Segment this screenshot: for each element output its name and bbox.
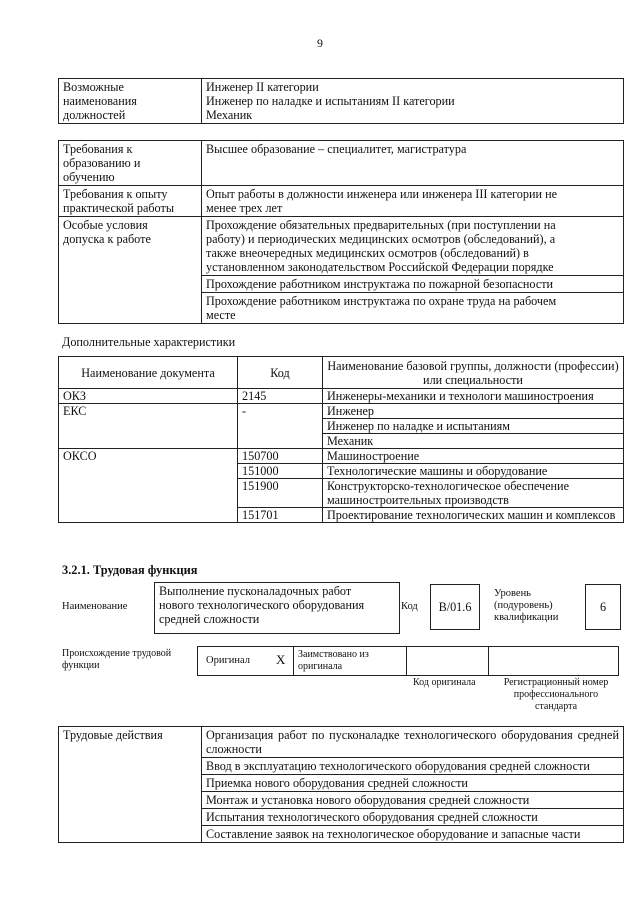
name-cell: Инженеры-механики и технологи машиностроения — [323, 389, 624, 404]
code-label: Код — [401, 601, 418, 612]
action-item: Монтаж и установка нового оборудования средней сложности — [202, 792, 624, 809]
doc-cell: ОКЗ — [59, 389, 238, 404]
code-cell: 151900 — [238, 479, 323, 508]
name-cell: Конструкторско-технологическое обеспечение машиностроительных производств — [323, 479, 624, 508]
positions-values — [202, 79, 624, 124]
borrowed-label: Заимствовано из оригинала — [298, 649, 369, 672]
condition-item: Прохождение обязательных предварительных (при поступлении на работу) и периодических медицинских осмотров (обследований), а также внеочередных медицинских осмотров (обследований) в установленном законодательством Российской Федерации порядке — [202, 217, 624, 276]
action-item: Организация работ по пусконаладке технологического оборудования средней сложности — [202, 727, 624, 758]
requirements-table — [58, 140, 624, 324]
conditions-label: Особые условия допуска к работе — [59, 217, 202, 324]
code-cell: 150700 — [238, 449, 323, 464]
level-label: Уровень (подуровень) квалификации — [494, 588, 559, 623]
origin-box — [197, 646, 619, 676]
code-cell: 151701 — [238, 508, 323, 523]
actions-label: Трудовые действия — [59, 727, 202, 843]
name-cell: Проектирование технологических машин и комплексов — [323, 508, 624, 523]
actions-table — [58, 726, 624, 843]
additional-table — [58, 356, 624, 523]
name-cell: Инженер по наладке и испытаниям — [323, 419, 624, 434]
doc-cell: ОКСО — [59, 449, 238, 523]
action-item: Составление заявок на технологическое оборудование и запасные части — [202, 826, 624, 843]
reg-number-label: Регистрационный номер профессионального стандарта — [503, 677, 609, 712]
position-item: Инженер II категории — [206, 80, 319, 94]
header-code: Код — [238, 357, 323, 389]
position-item: Механик — [206, 108, 253, 122]
function-name-box: Выполнение пусконаладочных работ нового технологического оборудования средней сложности — [154, 582, 400, 634]
action-item: Испытания технологического оборудования средней сложности — [202, 809, 624, 826]
position-item: Инженер по наладке и испытаниям II категории — [206, 94, 455, 108]
condition-item: Прохождение работником инструктажа по охране труда на рабочем месте — [202, 293, 624, 324]
level-value-box: 6 — [585, 584, 621, 630]
action-item: Ввод в эксплуатацию технологического оборудования средней сложности — [202, 758, 624, 775]
code-value-box: В/01.6 — [430, 584, 480, 630]
name-cell: Инженер — [323, 404, 624, 419]
experience-label: Требования к опыту практической работы — [59, 186, 202, 217]
name-label: Наименование — [62, 601, 128, 612]
code-cell: 2145 — [238, 389, 323, 404]
code-original-label: Код оригинала — [413, 677, 476, 688]
doc-cell: ЕКС — [59, 404, 238, 449]
code-cell: - — [238, 404, 323, 449]
original-mark: X — [276, 652, 286, 667]
name-cell: Технологические машины и оборудование — [323, 464, 624, 479]
action-item: Приемка нового оборудования средней сложности — [202, 775, 624, 792]
positions-label: Возможные наименования должностей — [59, 79, 202, 124]
experience-value: Опыт работы в должности инженера или инженера III категории не менее трех лет — [202, 186, 624, 217]
section-title: 3.2.1. Трудовая функция — [62, 563, 198, 577]
positions-table — [58, 78, 624, 124]
page-number: 9 — [317, 36, 323, 50]
header-name: Наименование базовой группы, должности (профессии) или специальности — [323, 357, 624, 389]
education-label: Требования к образованию и обучению — [59, 141, 202, 186]
name-cell: Машиностроение — [323, 449, 624, 464]
education-value: Высшее образование – специалитет, магистратура — [202, 141, 624, 186]
code-cell: 151000 — [238, 464, 323, 479]
name-cell: Механик — [323, 434, 624, 449]
header-doc: Наименование документа — [59, 357, 238, 389]
original-label: Оригинал — [206, 655, 250, 666]
additional-title: Дополнительные характеристики — [62, 335, 236, 349]
origin-label: Происхождение трудовой функции — [62, 648, 172, 671]
condition-item: Прохождение работником инструктажа по пожарной безопасности — [202, 276, 624, 293]
